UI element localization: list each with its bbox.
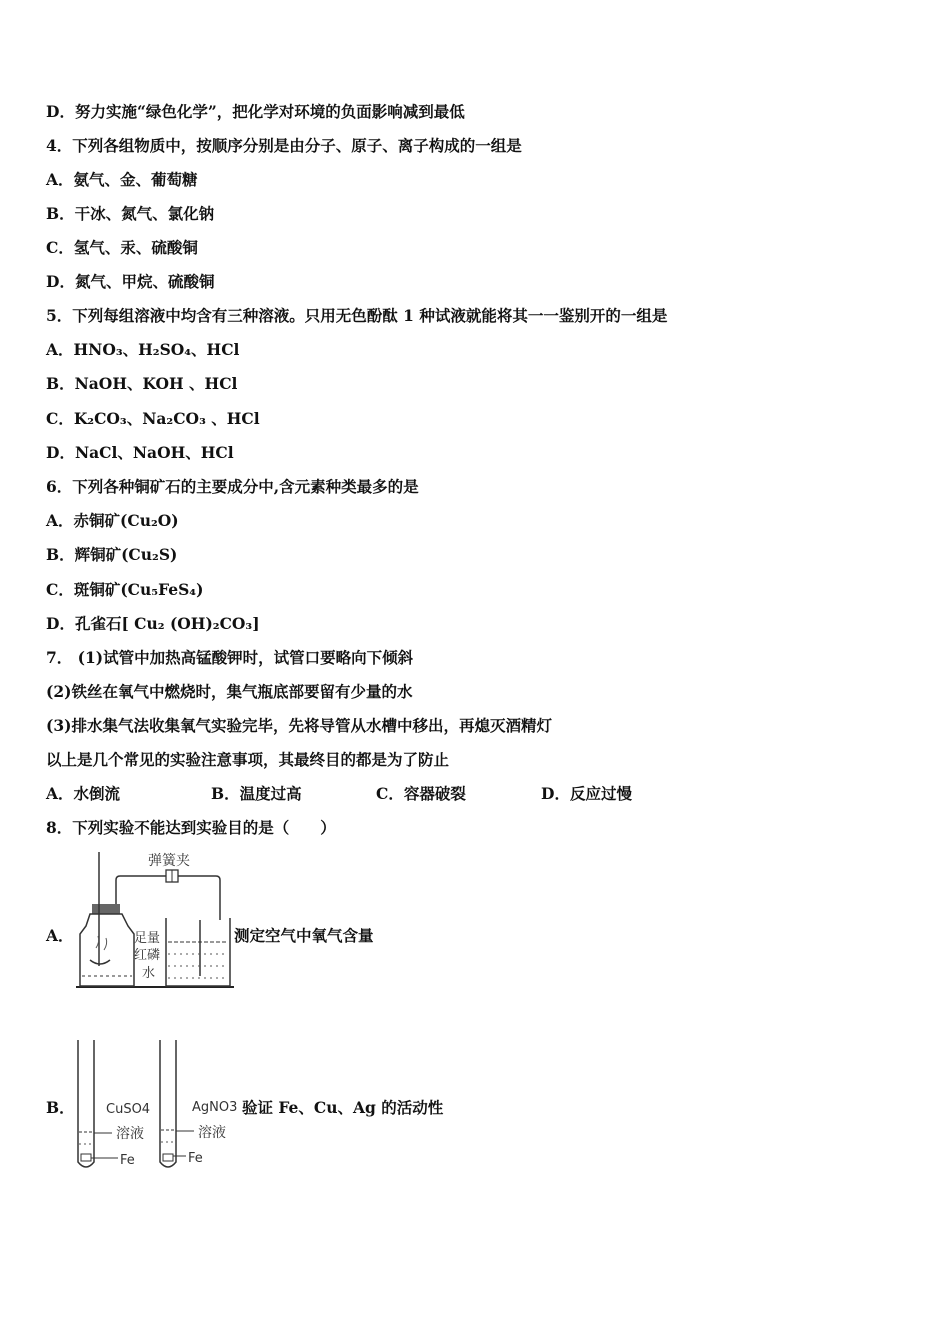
combustion-spoon	[90, 960, 110, 964]
fe-label-1: Fe	[120, 1153, 135, 1168]
q5-option-a: A．HNO₃、H₂SO₄、HCl	[46, 340, 240, 359]
phosphorus-label-2: 红磷	[134, 948, 161, 963]
water-label: 水	[142, 966, 156, 981]
q5-option-d: D．NaCl、NaOH、HCl	[46, 443, 234, 462]
q7-line-4: 以上是几个常见的实验注意事项，其最终目的都是为了防止	[46, 750, 450, 769]
q8-option-b-label: B．	[46, 1098, 75, 1117]
delivery-tube	[116, 876, 220, 976]
solution-label-1: 溶液	[116, 1126, 144, 1142]
phosphorus-label-1: 足量	[134, 931, 161, 946]
q5-stem: 5．下列每组溶液中均含有三种溶液。只用无色酚酞 1 种试液就能将其一一鉴别开的一组是	[46, 306, 668, 325]
q8-a-apparatus-figure	[76, 848, 236, 994]
q4-option-b: B．干冰、氮气、氯化钠	[46, 204, 215, 223]
test-tube-2	[160, 1040, 176, 1167]
q8-option-a-text: 测定空气中氧气含量	[234, 926, 374, 945]
tube-2-iron	[163, 1154, 173, 1161]
solution-label-2: 溶液	[198, 1125, 226, 1141]
q5-option-c: C．K₂CO₃、Na₂CO₃ 、HCl	[46, 409, 260, 428]
q4-stem: 4．下列各组物质中，按顺序分别是由分子、原子、离子构成的一组是	[46, 136, 522, 155]
q4-option-d: D．氮气、甲烷、硫酸铜	[46, 272, 215, 291]
q7-options	[46, 784, 706, 804]
q8-option-b-text: 验证 Fe、Cu、Ag 的活动性	[242, 1098, 444, 1117]
fe-label-2: Fe	[188, 1151, 203, 1166]
tube-1-iron	[81, 1154, 91, 1161]
agno3-label: AgNO3	[192, 1100, 238, 1115]
q7-line-3: (3)排水集气法收集氧气实验完毕，先将导管从水槽中移出，再熄灭酒精灯	[46, 716, 552, 735]
q7-line-2: (2)铁丝在氧气中燃烧时，集气瓶底部要留有少量的水	[46, 682, 413, 701]
gas-bottle	[80, 914, 134, 986]
q7-option-a: A．水倒流	[46, 784, 121, 803]
q6-option-a: A．赤铜矿(Cu₂O)	[46, 511, 179, 530]
bottle-stopper	[92, 904, 120, 914]
q8-b-test-tubes-figure	[72, 1036, 242, 1174]
q7-option-d: D．反应过慢	[541, 784, 632, 803]
cuso4-label: CuSO4	[106, 1102, 151, 1117]
beaker	[166, 918, 230, 986]
q8-stem: 8．下列实验不能达到实验目的是（ ）	[46, 818, 336, 837]
q6-option-c: C．斑铜矿(Cu₅FeS₄)	[46, 580, 204, 599]
q8-option-a-label: A．	[46, 926, 74, 945]
q7-option-c: C．容器破裂	[376, 784, 466, 803]
q4-option-c: C．氢气、汞、硫酸铜	[46, 238, 198, 257]
test-tube-1	[78, 1040, 94, 1167]
q6-option-b: B．辉铜矿(Cu₂S)	[46, 545, 178, 564]
spring-clip-label: 弹簧夹	[148, 853, 190, 869]
q5-option-b: B．NaOH、KOH 、HCl	[46, 374, 238, 393]
q6-option-d: D．孔雀石[ Cu₂ (OH)₂CO₃]	[46, 614, 260, 633]
q7-stem: 7． (1)试管中加热高锰酸钾时，试管口要略向下倾斜	[46, 648, 414, 667]
q7-option-b: B．温度过高	[211, 784, 302, 803]
q4-option-a: A．氨气、金、葡萄糖	[46, 170, 198, 189]
q6-stem: 6．下列各种铜矿石的主要成分中,含元素种类最多的是	[46, 477, 419, 496]
smoke-curls	[96, 936, 107, 950]
q3-option-d: D．努力实施“绿色化学”，把化学对环境的负面影响减到最低	[46, 102, 465, 121]
